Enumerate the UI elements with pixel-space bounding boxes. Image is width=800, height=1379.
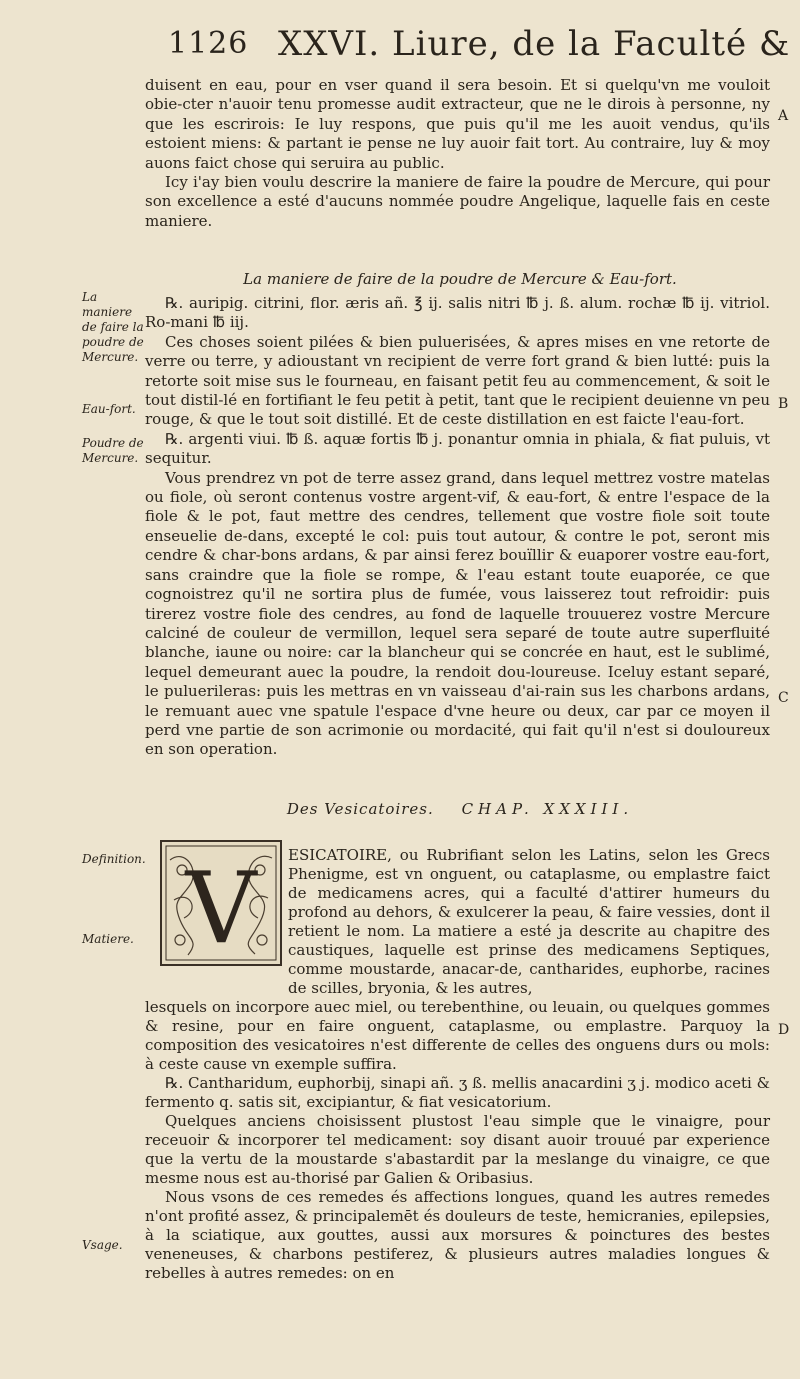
chapter-title: Des Vesicatoires. <box>286 800 434 818</box>
side-letter-c: C <box>778 690 789 706</box>
running-title: XXVI. Liure, de la Faculté & <box>278 24 791 64</box>
margin-note-matiere: Matiere. <box>82 932 134 946</box>
paragraph-promesse: duisent en eau, pour en vser quand il sera besoin. Et si quelqu'vn me vouloit obie-ⅽter n'auoir tenu promesse audit extraⅽteur, que ne le dirois à personne, ny que les escrirois: Ie luy respons, que puis qu'il me les auoit vendus, qu'ils estoient miens: & partant ie pense ne luy auoir fait tort. Au contraire, luy & moy auons faiⅽt chose qui seruira au public. <box>145 76 770 172</box>
initial-letter: V <box>185 852 257 966</box>
chapter-number: CHAP. XXXIII. <box>461 800 634 818</box>
chapter-body-block <box>145 998 770 1283</box>
margin-note-poudre-mercure: Poudre de Mercure. <box>82 436 144 465</box>
paragraph-anciens: Quelques anciens choisissent plustost l'eau simple que le vinaigre, pour receuoir & incorporer tel medicament: soy disant auoir trouué par experience que la vertu de la moustarde s'abastardit par la meslange du vinaigre, ce que mesme nous est au-thorisé par Galien & Oribasius. <box>145 1112 770 1187</box>
margin-note-usage: Vsage. <box>82 1238 123 1252</box>
margin-note-maniere: La maniere de faire la poudre de Mercure. <box>82 290 144 364</box>
side-letter-d: D <box>778 1022 790 1038</box>
paragraph-distillation: Ces choses soient pilées & bien puluerisées, & apres mises en vne retorte de verre ou terre, y adioustant vn recipient de verre fort grand & bien lutté: puis la retorte soit mise sus le fourneau, en faisant petit feu au commencement, & soit le tout distil-lé en fortifiant le feu petit à petit, tant que le recipient deuienne vn peu rouge, & que le tout soit distillé. Et de ceste distillation en est faiⅽte l'eau-fort. <box>145 332 770 429</box>
chapter-intro-text: ESICATOIRE, ou Rubrifiant selon les Latins, selon les Grecs Phenigme, est vn onguent, ou cataplasme, ou emplastre faiⅽt de medicamens acres, qui a faculté d'attirer humeurs du profond au dehors, & exulcerer la peau, & faire vessies, dont il retient le nom. La matiere a esté ja descrite au chapitre des caustiques, laquelle est prinse des medicamens Septiques, comme moustarde, anacar-de, cantharides, euphorbe, racines de scilles, bryonia, & les autres, <box>288 846 770 997</box>
side-letter-a: A <box>778 108 789 124</box>
paragraph-recipe-mercure: ℞. argenti viui. ℔ ß. aquæ fortis ℔ j. ponantur omnia in phiala, & fiat puluis, vt sequitur. <box>145 429 770 468</box>
paragraph-composition: lesquels on incorpore auec miel, ou terebenthine, ou leuain, ou quelques gommes & resine, pour en faire onguent, cataplasme, ou emplastre. Parquoy la composition des vesicatoires n'est differente de celles des onguens durs ou mols: à ceste cause vn exemple suffira. <box>145 998 770 1073</box>
recipe-subheading: La maniere de faire de la poudre de Mercure & Eau-fort. <box>243 270 677 288</box>
margin-note-definition: Definition. <box>82 852 146 866</box>
page-header <box>168 20 791 70</box>
paragraph-preparation: Vous prendrez vn pot de terre assez grand, dans lequel mettrez vostre matelas ou fiole, où seront contenus vostre argent-vif, & eau-fort, & entre l'espace de la fiole & le pot, faut mettre des cendres, tellement que vostre fiole soit toute enseuelie de-dans, excepté le col: puis tout autour, & contre le pot, seront mis cendre & char-bons ardans, & par ainsi ferez bouïllir & euaporer vostre eau-fort, sans craindre que la fiole se rompe, & l'eau estant toute euaporée, ce que cognoistrez qu'il ne sortira plus de fumée, vous laisserez tout refroidir: puis tirerez vostre fiole des cendres, au fond de laquelle trouuerez vostre Mercure calciné de couleur de vermillon, lequel sera separé de toute autre superfluité blanche, iaune ou noire: car la blancheur qui se concrée en haut, est le sublimé, lequel demeurant auec la poudre, la rendoit dou-loureuse. Iceluy estant separé, le puluerileras: puis les mettras en vn vaisseau d'ai-rain sus les charbons ardans, le remuant auec vne spatule l'espace d'vne heure ou deux, car par ce moyen il perd vne partie de son acrimonie ou mordacité, qui fait qu'il n'est si douloureux en son operation. <box>145 468 770 759</box>
page-number: 1126 <box>168 26 249 61</box>
chapter-heading <box>150 800 770 818</box>
top-text-block <box>145 76 770 231</box>
margin-note-eau-fort: Eau-fort. <box>82 402 136 416</box>
decorated-initial-icon <box>160 840 282 966</box>
paragraph-vesicatoire-recipe: ℞. Cantharidum, euphorbij, sinapi añ. ʒ ß. mellis anacardini ʒ j. modico aceti & fermento q. satis sit, excipiantur, & fiat vesicatorium. <box>145 1074 770 1111</box>
paragraph-recipe-eau-fort: ℞. auripig. citrini, flor. æris añ. ℥ ij. salis nitri ℔ j. ß. alum. rochæ ℔ ij. vitriol. Ro-mani ℔ iij. <box>145 294 770 332</box>
paragraph-usage: Nous vsons de ces remedes és affeⅽtions longues, quand les autres remedes n'ont profité assez, & principalemēt és douleurs de teste, hemicranies, epilepsies, à la sciatique, aux gouttes, aussi aux morsures & poinⅽtures des bestes veneneuses, & charbons pestiferez, & plusieurs autres maladies longues & rebelles à autres remedes: on en <box>145 1188 770 1282</box>
paragraph-poudre-intro: Icy i'ay bien voulu descrire la maniere de faire la poudre de Mercure, qui pour son excellence a esté d'aucuns nommée poudre Angelique, laquelle fais en ceste maniere. <box>145 173 770 230</box>
side-letter-b: B <box>778 396 789 412</box>
recipe-text-block <box>145 294 770 760</box>
